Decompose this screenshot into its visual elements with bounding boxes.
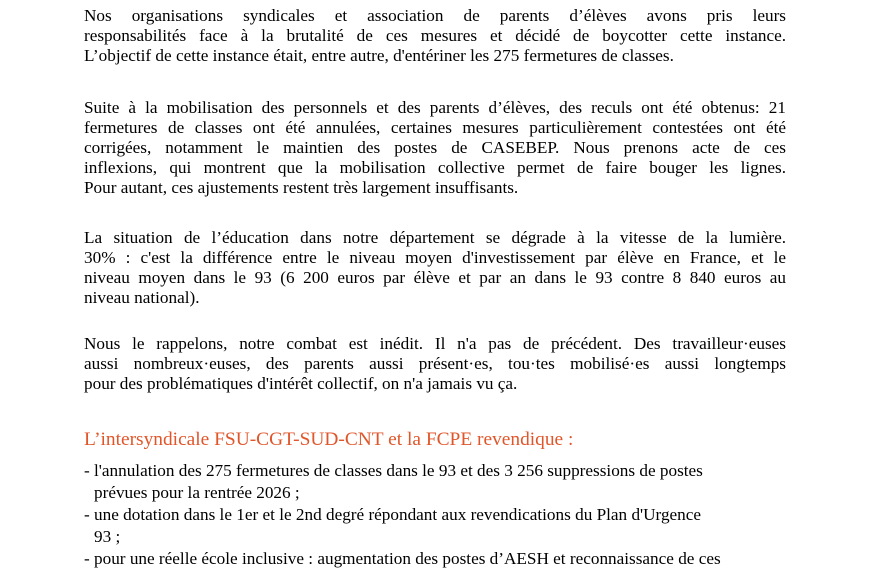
- text-line: niveau national).: [84, 288, 200, 307]
- text-line: L’objectif de cette instance était, entre autre, d'entériner les 275 fermetures de classes.: [84, 46, 674, 65]
- text-line: 30% : c'est la différence entre le niveau moyen d'investissement par élève en France, et le: [84, 248, 786, 267]
- paragraph-combat: [84, 334, 786, 394]
- text-line: inflexions, qui montrent que la mobilisation collective permet de faire bouger les lignes.: [84, 158, 786, 177]
- list-item-text: - l'annulation des 275 fermetures de classes dans le 93 et des 3 256 suppressions de postes: [84, 461, 703, 480]
- list-item-text: - pour une réelle école inclusive : augmentation des postes d’AESH et reconnaissance de ces: [84, 549, 721, 568]
- paragraph-mobilisation: [84, 98, 786, 198]
- text-line: aussi nombreux·euses, des parents aussi présent·es, tou·tes mobilisé·es aussi longtemps: [84, 354, 786, 373]
- text-line: pour des problématiques d'intérêt collectif, on n'a jamais vu ça.: [84, 374, 518, 393]
- text-line: corrigées, notamment le maintien des postes de CASEBEP. Nous prenons acte de ces: [84, 138, 786, 157]
- text-line: Nos organisations syndicales et association de parents d’élèves avons pris leurs: [84, 6, 786, 25]
- section-heading: L’intersyndicale FSU-CGT-SUD-CNT et la FCPE revendique :: [84, 429, 574, 450]
- list-item-text: - une dotation dans le 1er et le 2nd degré répondant aux revendications du Plan d'Urgence: [84, 505, 702, 524]
- text-line: Suite à la mobilisation des personnels et des parents d’élèves, des reculs ont été obtenus: 21: [84, 98, 786, 117]
- demands-list: [84, 460, 786, 570]
- text-line: Nous le rappelons, notre combat est inédit. Il n'a pas de précédent. Des travailleur·euses: [84, 334, 786, 353]
- paragraph-situation: [84, 228, 786, 308]
- text-line: La situation de l’éducation dans notre département se dégrade à la vitesse de la lumière.: [84, 228, 786, 247]
- text-line: Pour autant, ces ajustements restent très largement insuffisants.: [84, 178, 519, 197]
- list-item: [84, 548, 786, 570]
- text-line: responsabilités face à la brutalité de ces mesures et décidé de boycotter cette instance.: [84, 26, 786, 45]
- list-item: [84, 460, 786, 504]
- paragraph-boycott: [84, 6, 786, 66]
- text-line: fermetures de classes ont été annulées, certaines mesures particulièrement contestées ont été: [84, 118, 786, 137]
- text-line: niveau moyen dans le 93 (6 200 euros par élève et par an dans le 93 contre 8 840 euros au: [84, 268, 786, 287]
- list-item: [84, 504, 786, 548]
- list-item-continuation: prévues pour la rentrée 2026 ;: [94, 483, 300, 502]
- list-item-continuation: 93 ;: [94, 527, 121, 546]
